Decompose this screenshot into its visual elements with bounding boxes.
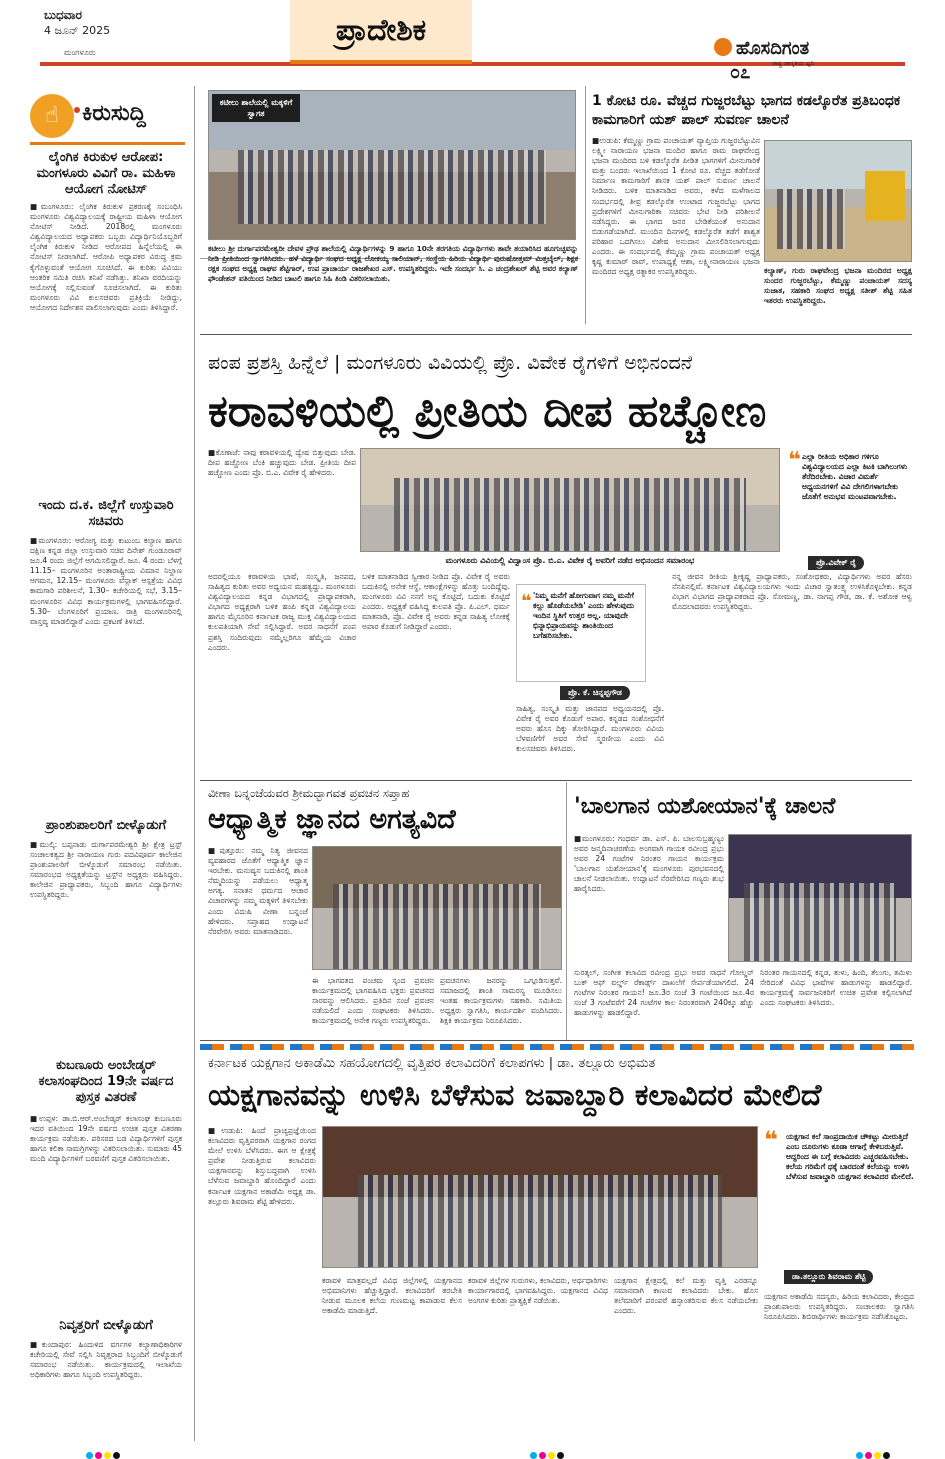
yakshagana-col-4: ಯಕ್ಷಗಾನ ಕ್ಷೇತ್ರದಲ್ಲಿ ಕಲೆ ಮತ್ತು ವೃತ್ತಿ ಎರಡನ್ನೂ ಸಮಾನವಾಗಿ ಕಾಣುವ ಕಲಾವಿದರು ಬೇಕು. ಹೊಸ ತಲೆಮಾರಿಗೆ ಪರಂಪರೆ ಹಸ್ತಾಂತರಿಸುವ ಕೆಲಸ ನಡೆಯಬೇಕು ಎಂದರು.	[614, 1276, 758, 1316]
section-title	[290, 0, 472, 64]
pullquote-text: ಯಕ್ಷಗಾನ ಕಲೆ ಸಾಂಪ್ರದಾಯಿಕ ಚೌಕಟ್ಟು ಮೀರುತ್ತಿದೆ ಎಂಬ ದೂರುಗಳು ಕೂಡಾ ಆಗಾಗ್ಗೆ ಕೇಳಿಬರುತ್ತಿವೆ. ಆದ್ದರಿಂದ ಈ ಬಗ್ಗೆ ಕಲಾವಿದರು ಎಚ್ಚರವಹಿಸಬೇಕು. ಕಲೆಯ ಗರಿಮೆಗೆ ಧಕ್ಕೆ ಬಾರದಂತೆ ಕಲೆಯನ್ನು ಉಳಿಸಿ ಬೆಳೆಸುವ ಜವಾಬ್ದಾರಿ ಯಕ್ಷಗಾನ ಕಲಾವಿದರ ಮೇಲಿದೆ.	[786, 1132, 914, 1181]
registration-marks	[856, 1444, 892, 1452]
balagana-col-3: ನಿರಂತರ ಗಾಯನದಲ್ಲಿ ಕನ್ನಡ, ತುಳು, ಹಿಂದಿ, ತೆಲುಗು, ತಮಿಳು ಸೇರಿದಂತೆ ವಿವಿಧ ಭಾಷೆಗಳ ಹಾಡುಗಳನ್ನು ಹಾಡಲಿದ್ದಾರೆ. ಕಾರ್ಯಕ್ರಮಕ್ಕೆ ಸಾರ್ವಜನಿಕರಿಗೆ ಉಚಿತ ಪ್ರವೇಶ ಕಲ್ಪಿಸಲಾಗಿದೆ ಎಂದು ಸಂಘಟಕರು ತಿಳಿಸಿದರು.	[760, 968, 912, 1008]
viveka-col-3: ಸಾಹಿತ್ಯ, ಸಂಸ್ಕೃತಿ ಮತ್ತು ಜಾನಪದ ಅಧ್ಯಯನದಲ್ಲಿ ಪ್ರೊ. ವಿವೇಕ ರೈ ಅವರ ಕೊಡುಗೆ ಅಪಾರ. ಕನ್ನಡದ ಸಂಶೋಧನೆಗೆ ಅವರು ಹೊಸ ದಿಕ್ಕು ತೋರಿಸಿದ್ದಾರೆ. ಮಂಗಳೂರು ವಿವಿಯ ಬೆಳವಣಿಗೆಗೆ ಅವರ ಸೇವೆ ಸ್ಮರಣೀಯ ಎಂದು ವಿವಿ ಕುಲಸಚಿವರು ತಿಳಿಸಿದರು.	[516, 704, 664, 754]
brief-body: ■ಮಂಗಳೂರು: ಲೈಂಗಿಕ ಕಿರುಕುಳ ಪ್ರಕರಣಕ್ಕೆ ಸಂಬಂಧಿಸಿ ಮಂಗಳೂರು ವಿಶ್ವವಿದ್ಯಾಲಯಕ್ಕೆ ರಾಷ್ಟ್ರೀಯ ಮಹಿಳಾ ಆಯೋಗ ನೋಟಿಸ್ ನೀಡಿದೆ. 2018ರಲ್ಲಿ ಮಂಗಳೂರು ವಿಶ್ವವಿದ್ಯಾಲಯದ ಅಧ್ಯಾಪಕರು ಒಬ್ಬರು ವಿದ್ಯಾರ್ಥಿನಿಯೊಬ್ಬರಿಗೆ ಲೈಂಗಿಕ ಕಿರುಕುಳ ನೀಡಿದ ಆರೋಪದ ಹಿನ್ನೆಲೆಯಲ್ಲಿ ಈ ನೋಟಿಸ್ ನೀಡಲಾಗಿದೆ. ಆರೋಪಿ ಅಧ್ಯಾಪಕರ ವಿರುದ್ಧ ಕ್ರಮ ಕೈಗೊಳ್ಳುವಂತೆ ಆಯೋಗ ಸೂಚಿಸಿದೆ. ಈ ಕುರಿತು ವಿವಿಯು ಆಂತರಿಕ ಸಮಿತಿ ರಚಿಸಿ ತನಿಖೆ ನಡೆಸಿತ್ತು. ತನಿಖಾ ವರದಿಯನ್ನು ಆಯೋಗಕ್ಕೆ ಸಲ್ಲಿಸುವಂತೆ ಸೂಚಿಸಲಾಗಿದೆ. ಈ ಕುರಿತು ಮಂಗಳೂರು ವಿವಿ ಕುಲಸಚಿವರು ಪ್ರತಿಕ್ರಿಯೆ ನೀಡಿದ್ದು, ಆಯೋಗದ ನಿರ್ದೇಶನ ಪಾಲಿಸಲಾಗುವುದು ಎಂದು ತಿಳಿಸಿದ್ದಾರೆ.	[30, 202, 182, 312]
photo-caption: ಕಟೀಲು ಶ್ರೀ ದುರ್ಗಾಪರಮೇಶ್ವರೀ ದೇವಳ ಪ್ರೌಢ ಶಾಲೆಯಲ್ಲಿ ವಿದ್ಯಾರ್ಥಿಗಳನ್ನು 9 ಹಾಗೂ 10ನೇ ತರಗತಿಯ ವಿದ್ಯಾರ್ಥಿಗಳು ತಾವೇ ತಯಾರಿಸಿದ ಹೂಗುಚ್ಛವನ್ನು ನೀಡಿ ಪ್ರೀತಿಯಿಂದ ಸ್ವಾಗತಿಸಿದರು. ಹಳೆ ವಿದ್ಯಾರ್ಥಿ ಸಂಘದ ಅಧ್ಯಕ್ಷ ಲೋಕಯ್ಯ ಸಾಲಿಯಾನ್, ಸಂಸ್ಥೆಯ ಹಿರಿಯ ವಿದ್ಯಾರ್ಥಿ ಪುರುಷೋತ್ತಮ್ ಮಿತ್ತಬೈಲ್, ಶಿಕ್ಷಕ ರಕ್ಷಕ ಸಂಘದ ಅಧ್ಯಕ್ಷ ರಾಘವ ಶೆಟ್ಟಿಗಾರ್, ಉಪ ಪ್ರಾಚಾರ್ಯ ರಾಜಶೇಖರ ಎಸ್. ಉಪಸ್ಥಿತರಿದ್ದರು. ಇದೇ ಸಂದರ್ಭ ಸಿ. ಎ ಚಂದ್ರಶೇಖರ್ ಶೆಟ್ಟಿ ಅವರ ಕಲ್ಯಾಣ್ ಫೌಂಡೇಶನ್ ವತಿಯಿಂದ ನೀಡಿದ ಬಾಟಲಿ ಹಾಗೂ ಸಿಹಿ ತಿಂಡಿ ವಿತರಿಸಲಾಯಿತು.	[208, 244, 578, 284]
gujjar-body: ■ಉಡುಪಿ: ಕೆಮ್ಮಣ್ಣು ಗ್ರಾಮ ಪಂಚಾಯತ್ ವ್ಯಾಪ್ತಿಯ ಗುಜ್ಜರಬೆಟ್ಟುವಿನ ಲಕ್ಷ್ಮೀ ನಾರಾಯಣ ಭಜನಾ ಮಂದಿರ ಹಾಗೂ ರಾಮ ರಾಘವೇಂದ್ರ ಭಜನಾ ಮಂದಿರದ ಬಳಿ ಕಡಲ್ಕೊರೆತ ಪೀಡಿತ ಭಾಗಗಳಿಗೆ ಮೀನುಗಾರಿಕೆ ಮತ್ತು ಬಂದರು ಇಲಾಖೆಯಿಂದ 1 ಕೋಟಿ ರೂ. ವೆಚ್ಚದ ತಡೆಗೋಡೆ ನಿರ್ಮಾಣ ಕಾಮಗಾರಿಗೆ ಶಾಸಕ ಯಶ್ ಪಾಲ್ ಸುವರ್ಣ ಚಾಲನೆ ನೀಡಿದರು. ಬಳಿಕ ಮಾತನಾಡಿದ ಅವರು, ಕಳೆದ ಮಳೆಗಾಲದ ಸಂದರ್ಭದಲ್ಲಿ ತೀವ್ರ ಕಡಲ್ಕೊರೆತ ಉಂಟಾದ ಗುಜ್ಜರಬೆಟ್ಟು ಭಾಗದ ಪ್ರದೇಶಗಳಿಗೆ ಮೀನುಗಾರಿಕಾ ಸಚಿವರು ಭೇಟಿ ನೀಡಿ ಪರಿಶೀಲನೆ ನಡೆಸಿದ್ದರು. ಈ ಭಾಗದ ಜನರ ಬೇಡಿಕೆಯಂತೆ ಅನುದಾನ ಬಿಡುಗಡೆಯಾಗಿದೆ. ಮುಂದಿನ ದಿನಗಳಲ್ಲಿ ಕಡಲ್ಕೊರೆತ ತಡೆಗೆ ಶಾಶ್ವತ ಪರಿಹಾರ ಒದಗಿಸಲು ವಿಶೇಷ ಅನುದಾನ ಮೀಸಲಿರಿಸಲಾಗುವುದು ಎಂದರು. ಈ ಸಂದರ್ಭದಲ್ಲಿ ಕೆಮ್ಮಣ್ಣು ಗ್ರಾಮ ಪಂಚಾಯತ್ ಅಧ್ಯಕ್ಷ ಕೃಷ್ಣ ಕುಮಾರ್ ರಾವ್, ಉಪಾಧ್ಯಕ್ಷೆ ಆಶಾ, ಲಕ್ಷ್ಮೀನಾರಾಯಣ ಭಜನಾ ಮಂದಿರದ ಅಧ್ಯಕ್ಷ ರತ್ನಾಕರ ಉಪಸ್ಥಿತರಿದ್ದರು.	[592, 136, 760, 277]
gujjar-headline: 1 ಕೋಟಿ ರೂ. ವೆಚ್ಚದ ಗುಜ್ಜರಬೆಟ್ಟು ಭಾಗದ ಕಡಲ್ಕೊರೆತ ಪ್ರತಿಬಂಧಕ ಕಾಮಗಾರಿಗೆ ಯಶ್ ಪಾಲ್ ಸುವರ್ಣ ಚಾಲನೆ	[592, 93, 901, 128]
viveka-headline: ಕರಾವಳಿಯಲ್ಲಿ ಪ್ರೀತಿಯ ದೀಪ ಹಚ್ಚೋಣ	[208, 386, 767, 437]
brief-headline: ಇಂದು ದ.ಕ. ಜಿಲ್ಲೆಗೆ ಉಸ್ತುವಾರಿ ಸಚಿವರು	[38, 498, 174, 529]
pullquote-yakshagana	[764, 1126, 914, 1266]
lamp-lighting-photo	[312, 846, 562, 970]
page-number: ೦೭	[730, 62, 751, 83]
vina-kicker: ವೀಣಾ ಬನ್ನಂಜೆಯವರ ಶ್ರೀಮದ್ಭಾಗವತ ಪ್ರವಚನ ಸಪ್ತಾಹ	[208, 786, 410, 800]
decor-strip	[200, 1044, 914, 1050]
brief-body: ■ಮಂಗಳೂರು: ಆರೋಗ್ಯ ಮತ್ತು ಕುಟುಂಬ ಕಲ್ಯಾಣ ಹಾಗೂ ದಕ್ಷಿಣ ಕನ್ನಡ ಜಿಲ್ಲಾ ಉಸ್ತುವಾರಿ ಸಚಿವ ದಿನೇಶ್ ಗುಂಡೂರಾವ್ ಜೂ.4 ರಂದು ಜಿಲ್ಲೆಗೆ ಆಗಮಿಸಲಿದ್ದಾರೆ. ಜೂ. 4 ರಂದು ಬೆಳಗ್ಗೆ 11.15– ಮಂಗಳೂರಿನ ಅಂತಾರಾಷ್ಟ್ರೀಯ ವಿಮಾನ ನಿಲ್ದಾಣ ಆಗಮನ, 12.15– ಮಂಗಳೂರು ವೆನ್ಲಾಕ್ ಆಸ್ಪತ್ರೆಯ ವಿವಿಧ ಕಾಮಗಾರಿ ಪರಿಶೀಲನೆ, 1.30– ಕಚೇರಿಯಲ್ಲಿ ಸಭೆ, 3.15– ಮಂಗಳೂರಿನ ವಿವಿಧ ಕಾರ್ಯಕ್ರಮಗಳಲ್ಲಿ ಭಾಗವಹಿಸಲಿದ್ದಾರೆ. 5.30– ಬೆಂಗಳೂರಿಗೆ ಪ್ರಯಾಣ. ರಾತ್ರಿ ಮಂಗಳೂರಿನಲ್ಲಿ ವಾಸ್ತವ್ಯ ಮಾಡಲಿದ್ದಾರೆ ಎಂದು ಪ್ರಕಟಣೆ ತಿಳಿಸಿದೆ.	[30, 536, 182, 626]
brief-headline: ಲೈಂಗಿಕ ಕಿರುಕುಳ ಆರೋಪ: ಮಂಗಳೂರು ವಿವಿಗೆ ರಾ. ಮಹಿಳಾ ಆಯೋಗ ನೋಟಿಸ್	[36, 150, 176, 197]
paper-tagline: ರಾಷ್ಟ್ರ ಜಾಗೃತಿಯ ಧ್ವನಿ	[772, 60, 815, 67]
column-divider	[566, 782, 567, 1040]
brief-headline: ಕುಬಣೂರು ಅಂಬೇಡ್ಕರ್ ಕಲಾಸಂಘದಿಂದ 19ನೇ ವರ್ಷದ ಪುಸ್ತಕ ವಿತರಣೆ	[38, 1058, 174, 1105]
registration-marks	[86, 1444, 122, 1452]
gujjar-caption: ಕಲ್ಯಾಣ್, ಗುರು ರಾಘವೇಂದ್ರ ಭಜನಾ ಮಂದಿರದ ಅಧ್ಯಕ್ಷ ಸುಂದರ ಗುಜ್ಜರಬೆಟ್ಟು, ಕೆಮ್ಮಣ್ಣು ಪಂಚಾಯತ್ ಸದಸ್ಯ ಸುಜಾತ, ಸಹಕಾರಿ ಸಂಘದ ಅಧ್ಯಕ್ಷ ಸತೀಶ್ ಶೆಟ್ಟಿ ಸಹಿತ ಇತರರು ಉಪಸ್ಥಿತರಿದ್ದರು.	[764, 266, 912, 306]
row-divider	[200, 334, 912, 335]
kirusuddi-rule	[30, 142, 185, 145]
row-divider	[200, 780, 912, 781]
pullquote-author: ಪ್ರೊ.ವಿವೇಕ್ ರೈ	[808, 556, 864, 570]
pullquote-author: ಡಾ.ತಲ್ಲೂರು ಶಿವರಾಮ ಶೆಟ್ಟಿ	[784, 1270, 873, 1284]
vina-col-2: ಈ ಭಾಗವತದ ಪಂಚಮ ಸ್ಕಂದ ಪ್ರವಚನ ಕಾರ್ಯಕ್ರಮದಲ್ಲಿ ಭಾಗವಹಿಸಿದ ಭಕ್ತರು ಪ್ರವಚನದ ಸಾರವನ್ನು ಆಲಿಸಿದರು. ಪ್ರತಿದಿನ ಸಂಜೆ ಪ್ರವಚನ ನಡೆಯಲಿದೆ ಎಂದು ಸಂಘಟಕರು ತಿಳಿಸಿದರು. ಕಾರ್ಯಕ್ರಮದಲ್ಲಿ ಅನೇಕ ಗಣ್ಯರು ಉಪಸ್ಥಿತರಿದ್ದರು.	[312, 976, 434, 1026]
yakshagana-col-5: ಯಕ್ಷಗಾನ ಅಕಾಡೆಮಿ ಸದಸ್ಯರು, ಹಿರಿಯ ಕಲಾವಿದರು, ಕೇಂದ್ರದ ಪ್ರಾಂಶುಪಾಲರು ಉಪಸ್ಥಿತರಿದ್ದರು. ಸಂಚಾಲಕರು ಸ್ವಾಗತಿಸಿ ನಿರೂಪಿಸಿದರು. ಶಿಬಿರಾರ್ಥಿಗಳು ಕಾರ್ಯಕ್ರಮ ನಡೆಸಿಕೊಟ್ಟರು.	[764, 1292, 914, 1322]
pullquote-mid-author: ಪ್ರೊ. ಕೆ. ಚಿನ್ನಪ್ಪಗೌಡ	[560, 686, 630, 700]
quote-icon: ❝	[788, 448, 801, 473]
yakshagana-event-photo	[322, 1126, 758, 1268]
row-divider	[200, 1040, 912, 1041]
brief-body: ■ಉಪ್ಪಳ: ಡಾ.ಬಿ.ಆರ್.ಅಂಬೇಡ್ಕರ್ ಕಲಾಸಂಘ ಕುಬಣೂರು ಇದರ ವತಿಯಿಂದ 19ನೇ ವರ್ಷದ ಉಚಿತ ಪುಸ್ತಕ ವಿತರಣಾ ಕಾರ್ಯಕ್ರಮ ನಡೆಯಿತು. ಪರಿಸರದ ಬಡ ವಿದ್ಯಾರ್ಥಿಗಳಿಗೆ ಪುಸ್ತಕ ಹಾಗೂ ಕಲಿಕಾ ಸಾಮಗ್ರಿಗಳನ್ನು ವಿತರಿಸಲಾಯಿತು. ಸುಮಾರು 45 ಮಂದಿ ವಿದ್ಯಾರ್ಥಿಗಳಿಗೆ ಬರವಣಿಗೆ ಪುಸ್ತಕ ವಿತರಿಸಲಾಯಿತು.	[30, 1114, 182, 1164]
paper-name: ಹೊಸದಿಗಂತ	[736, 38, 810, 59]
singing-record-photo	[728, 834, 912, 962]
kirusuddi-label: ಕಿರುಸುದ್ದಿ	[82, 101, 146, 126]
balagana-col-2: ಸುರತ್ಕಲ್, ಸಂಗೀತ ಕಲಾವಿದ ರವೀಂದ್ರ ಪ್ರಭು ಅವರ ಸಾಧನೆ ಗೋಲ್ಡನ್ ಬುಕ್ ಆಫ್ ವರ್ಲ್ಡ್ ರೆಕಾರ್ಡ್ಸ್ ದಾಖಲೆಗೆ ಸೇರ್ಪಡೆಯಾಗಲಿದೆ. 24 ಗಂಟೆಗಳ ನಿರಂತರ ಗಾಯನ! ಜೂ.3ರ ಸಂಜೆ 3 ಗಂಟೆಯಿಂದ ಜೂ.4ರ ಸಂಜೆ 3 ಗಂಟೆವರೆಗೆ 24 ಗಂಟೆಗಳ ಕಾಲ ನಿರಂತರವಾಗಿ 240ಕ್ಕೂ ಹೆಚ್ಚು ಹಾಡುಗಳನ್ನು ಹಾಡಲಿದ್ದಾರೆ.	[574, 968, 754, 1018]
yakshagana-kicker: ಕರ್ನಾಟಕ ಯಕ್ಷಗಾನ ಅಕಾಡೆಮಿ ಸಹಯೋಗದಲ್ಲಿ ವೃತ್ತಿಪರ ಕಲಾವಿದರಿಗೆ ಕಲಾಪಗಳು | ಡಾ. ತಲ್ಲೂರು ಅಭಿಮತ	[208, 1056, 656, 1071]
brief-body: ■ಮುಲ್ಕಿ: ಬಪ್ಪನಾಡು ದುರ್ಗಾಪರಮೇಶ್ವರಿ ಶ್ರೀ ಕ್ಷೇತ್ರ ಟ್ರಸ್ಟ್ ಸಂಚಾಲಕತ್ವದ ಶ್ರೀ ನಾರಾಯಣ ಗುರು ಪದವಿಪೂರ್ವ ಕಾಲೇಜಿನ ಪ್ರಾಂಶುಪಾಲರಿಗೆ ಬೀಳ್ಕೊಡುಗೆ ಸಮಾರಂಭ ನಡೆಯಿತು. ಸಮಾರಂಭದ ಅಧ್ಯಕ್ಷತೆಯನ್ನು ಟ್ರಸ್ಟ್‌ನ ಅಧ್ಯಕ್ಷರು ವಹಿಸಿದ್ದರು. ಕಾಲೇಜಿನ ಪ್ರಾಧ್ಯಾಪಕರು, ಸಿಬ್ಬಂದಿ ಹಾಗೂ ವಿದ್ಯಾರ್ಥಿಗಳು ಉಪಸ್ಥಿತರಿದ್ದರು.	[30, 840, 182, 900]
viveka-col-1: ಅದರಲ್ಲಿಯೂ ಕರಾವಳಿಯ ಭಾಷೆ, ಸಂಸ್ಕೃತಿ, ಜನಪದ, ಸಾಹಿತ್ಯದ ಕುರಿತು ಅವರ ಅಧ್ಯಯನ ಮಹತ್ವದ್ದು. ಮಂಗಳೂರು ವಿಶ್ವವಿದ್ಯಾಲಯದ ಕನ್ನಡ ವಿಭಾಗದಲ್ಲಿ ಪ್ರಾಧ್ಯಾಪಕರಾಗಿ, ವಿಭಾಗದ ಅಧ್ಯಕ್ಷರಾಗಿ ಬಳಿಕ ಹಂಪಿ ಕನ್ನಡ ವಿಶ್ವವಿದ್ಯಾಲಯ ಹಾಗೂ ಮೈಸೂರಿನ ಕರ್ನಾಟಕ ರಾಜ್ಯ ಮುಕ್ತ ವಿಶ್ವವಿದ್ಯಾಲಯದ ಕುಲಪತಿಯಾಗಿ ಸೇವೆ ಸಲ್ಲಿಸಿದ್ದಾರೆ. ಅವರ ಸಾಧನೆಗೆ ಪಂಪ ಪ್ರಶಸ್ತಿ ಸಂದಿರುವುದು ನಮ್ಮೆಲ್ಲರಿಗೂ ಹೆಮ್ಮೆಯ ವಿಚಾರ ಎಂದರು.	[208, 572, 356, 652]
yakshagana-col-2: ಕರಾವಳಿ ಮಾತ್ರವಲ್ಲದೆ ವಿವಿಧ ಜಿಲ್ಲೆಗಳಲ್ಲಿ ಯಕ್ಷಗಾನದ ಅಭಿಮಾನಿಗಳು ಹೆಚ್ಚುತ್ತಿದ್ದಾರೆ. ಕಲಾವಿದರಿಗೆ ತರಬೇತಿ ನೀಡುವ ಮೂಲಕ ಕಲೆಯ ಗುಣಮಟ್ಟ ಕಾಪಾಡುವ ಕೆಲಸ ಅಕಾಡೆಮಿ ಮಾಡುತ್ತಿದೆ.	[322, 1276, 462, 1316]
vina-headline: ಆಧ್ಯಾತ್ಮಿಕ ಜ್ಞಾನದ ಅಗತ್ಯವಿದೆ	[208, 804, 456, 835]
quote-icon: ❝	[764, 1126, 779, 1154]
vina-col-3: ಪ್ರವಚನಗಳು ಜನರನ್ನು ಒಗ್ಗೂಡಿಸುತ್ತವೆ. ಸಮಾಜದಲ್ಲಿ ಶಾಂತಿ ಸಾಮರಸ್ಯ ಮೂಡಿಸಲು ಇಂತಹ ಕಾರ್ಯಕ್ರಮಗಳು ಸಹಕಾರಿ. ಸಮಿತಿಯ ಅಧ್ಯಕ್ಷರು ಸ್ವಾಗತಿಸಿ, ಕಾರ್ಯದರ್ಶಿ ವಂದಿಸಿದರು. ಶಿಕ್ಷಕಿ ಕಾರ್ಯಕ್ರಮ ನಿರೂಪಿಸಿದರು.	[440, 976, 562, 1026]
viveka-intro: ■ಕೊಣಾಜೆ: ನಾವು ಕರಾವಳಿಯಲ್ಲಿ ದ್ವೇಷ ಬಿತ್ತುವುದು ಬೇಡ. ದೀಪ ಹಚ್ಚೋಣ ಬೆಂಕಿ ಹಚ್ಚುವುದು ಬೇಡ. ಪ್ರೀತಿಯ ದೀಪ ಹಚ್ಚೋಣ ಎಂದು ಪ್ರೊ. ಬಿ.ಎ. ವಿವೇಕ ರೈ ಹೇಳಿದರು.	[208, 448, 356, 478]
brief-headline: ಪ್ರಾಂಶುಪಾಲರಿಗೆ ಬೀಳ್ಕೊಡುಗೆ	[45, 818, 167, 833]
issue-day: ಬುಧವಾರ	[44, 8, 82, 22]
yakshagana-col-1: ■ಉಡುಪಿ: ಹಿಂದೆ ಪ್ರಾಚ್ಯಪ್ರಜ್ಞೆಯಿಂದ ಕಲಾವಿದರು ವೃತ್ತಿಪರರಾಗಿ ಯಕ್ಷಗಾನ ರಂಗದ ಮೇಲೆ ಉಳಿಸಿ ಬೆಳೆಸಿದರು. ಈಗ ಆ ಕ್ಷೇತ್ರಕ್ಕೆ ಪ್ರವೇಶ ನೀಡುತ್ತಿರುವ ಕಲಾವಿದರು ಯಕ್ಷಗಾನವನ್ನು ಶಿಸ್ತುಬದ್ಧವಾಗಿ ಉಳಿಸಿ ಬೆಳೆಸುವ ಜವಾಬ್ದಾರಿ ಹೊಂದಿದ್ದಾರೆ ಎಂದು ಕರ್ನಾಟಕ ಯಕ್ಷಗಾನ ಅಕಾಡೆಮಿ ಅಧ್ಯಕ್ಷ ಡಾ. ತಲ್ಲೂರು ಶಿವರಾಮ ಶೆಟ್ಟಿ ಹೇಳಿದರು.	[208, 1126, 316, 1206]
pullquote-mid	[516, 584, 646, 682]
photo-tag: ಕಟೀಲು ಶಾಲೆಯಲ್ಲಿ ಮಕ್ಕಳಿಗೆ ಸ್ವಾಗತ	[212, 94, 300, 122]
viveka-col-2: ಬಳಿಕ ಮಾತನಾಡಿದ ಸ್ವೀಕಾರ ನೀಡಿದ ಪ್ರೊ. ವಿವೇಕ ರೈ ಅವರು ಬದುಕಿನಲ್ಲಿ ಅನೇಕ ಆಸ್ಥೆ, ಆಕಾಂಕ್ಷೆಗಳನ್ನು ಹೊತ್ತು ಬಂದಿದ್ದೆವು. ಮಂಗಳೂರು ವಿವಿ ನನಗೆ ಅನ್ನ ಕೊಟ್ಟಿದೆ, ಬದುಕು ಕೊಟ್ಟಿದೆ ಎಂದರು. ಅಧ್ಯಕ್ಷತೆ ವಹಿಸಿದ್ದ ಕುಲಪತಿ ಪ್ರೊ. ಪಿ.ಎಲ್. ಧರ್ಮ ಮಾತನಾಡಿ, ಪ್ರೊ. ವಿವೇಕ ರೈ ಅವರು ಕನ್ನಡ ಸಾಹಿತ್ಯ ಲೋಕಕ್ಕೆ ಅಪಾರ ಕೊಡುಗೆ ನೀಡಿದ್ದಾರೆ ಎಂದರು.	[362, 572, 510, 632]
pullquote-text: ಎಲ್ಲಾ ರೀತಿಯ ಅಧಿಕಾರ ಗಳಿಗೂ ವಿಶ್ವವಿದ್ಯಾಲಯದ ಎಲ್ಲಾ ಕಿಟಕಿ ಬಾಗಿಲುಗಳು ತೆರೆದಿರಬೇಕು. ವಿಚಾರ ವಿಮರ್ಶೆ ಅಧ್ಯಯನಗಳಿಗೆ ವಿವಿ ದೇಗಲಿಗಳಾಗಬೇಕು ಜೊತೆಗೆ ಅನುಭವ ಮಂಟಪವಾಗಬೇಕು.	[802, 452, 908, 501]
balagana-col-1: ■ಮಂಗಳೂರು: ಗಂಧರ್ವ ಡಾ. ಎಸ್. ಪಿ. ಬಾಲಸುಬ್ರಹ್ಮಣ್ಯಂ ಅವರ ಜನ್ಮದಿನಾಚರಣೆಯ ಅಂಗವಾಗಿ ಗಾಯಕ ರವೀಂದ್ರ ಪ್ರಭು ಅವರ 24 ಗಂಟೆಗಳ ನಿರಂತರ ಗಾಯನ ಕಾರ್ಯಕ್ರಮ 'ಬಾಲಗಾನ ಯಶೋಯಾನ'ಕ್ಕೆ ಮಂಗಳೂರು ಪುರಭವನದಲ್ಲಿ ಚಾಲನೆ ನೀಡಲಾಯಿತು. ಉದ್ಘಾಟನೆ ನೆರವೇರಿಸಿದ ಗಣ್ಯರು ಶುಭ ಹಾರೈಸಿದರು.	[574, 834, 724, 894]
column-divider	[585, 86, 586, 324]
vina-col-1: ■ಪುತ್ತೂರು: ನಮ್ಮ ನಿತ್ಯ ಜೀವನದ ವ್ಯವಹಾರದ ಜೊತೆಗೆ ಆಧ್ಯಾತ್ಮಿಕ ಜ್ಞಾನ ಇರಬೇಕು. ಮನುಷ್ಯನ ಬದುಕಿನಲ್ಲಿ ಶಾಂತಿ ನೆಮ್ಮದಿಯನ್ನು ಪಡೆಯಲು ಆಧ್ಯಾತ್ಮ ಅಗತ್ಯ. ಸನಾತನ ಧರ್ಮದ ಆಚಾರ ವಿಚಾರಗಳನ್ನು ನಮ್ಮ ಮಕ್ಕಳಿಗೆ ತಿಳಿಸಬೇಕು ಎಂದು ವಿದುಷಿ ವೀಣಾ ಬನ್ನಂಜೆ ಹೇಳಿದರು. ಸಪ್ತಾಹದ ಉದ್ಘಾಟನೆ ನೆರವೇರಿಸಿ ಅವರು ಮಾತನಾಡಿದರು.	[208, 846, 308, 936]
quote-icon: ❝	[521, 591, 532, 612]
brief-headline: ನಿವೃತ್ತರಿಗೆ ಬೀಳ್ಕೊಡುಗೆ	[59, 1318, 153, 1333]
balagana-headline: 'ಬಾಲಗಾನ ಯಶೋಯಾನ'ಕ್ಕೆ ಚಾಲನೆ	[574, 794, 836, 819]
registration-marks	[530, 1444, 566, 1452]
viveka-col-4: ನನ್ನ ಜೀವನ ರೀತಿಯ ಶ್ರೀಕೃಷ್ಣ ಪ್ರಾಧ್ಯಾಪಕರು, ಸಂಶೋಧಕರು, ವಿದ್ಯಾರ್ಥಿಗಳು ಅವರ ಹೆಸರು ನೆನಪಿನಲ್ಲಿವೆ. ಕರ್ನಾಟಕ ವಿಶ್ವವಿದ್ಯಾಲಯಗಳು ಇಂದು ವಿಚಾರ ಸ್ವಾತಂತ್ರ್ಯ ಉಳಿಸಿಕೊಳ್ಳಬೇಕು. ಕನ್ನಡ ವಿಭಾಗ ವಿಭಾಗದ ಪ್ರಾಧ್ಯಾಪಕರಾದ ಪ್ರೊ. ಸೋಮಣ್ಣ, ಡಾ. ನಾಗಪ್ಪ ಗೌಡ, ಡಾ. ಕೆ. ಅಶೋಕ ಆಳ್ವ ಮೊದಲಾದವರು ಉಪಸ್ಥಿತರಿದ್ದರು.	[672, 572, 912, 612]
yakshagana-headline: ಯಕ್ಷಗಾನವನ್ನು ಉಳಿಸಿ ಬೆಳೆಸುವ ಜವಾಬ್ದಾರಿ ಕಲಾವಿದರ ಮೇಲಿದೆ	[208, 1078, 822, 1113]
yakshagana-col-3: ಕರಾವಳಿ ಜಿಲ್ಲೆಗಳ ಗುರುಗಳು, ಕಲಾವಿದರು, ಅರ್ಥಧಾರಿಗಳು ಕಾರ್ಯಾಗಾರದಲ್ಲಿ ಭಾಗವಹಿಸಿದ್ದರು. ಯಕ್ಷಗಾನದ ವಿವಿಧ ಅಂಗಗಳ ಕುರಿತು ಪ್ರಾತ್ಯಕ್ಷಿಕೆ ನಡೆಯಿತು.	[468, 1276, 608, 1306]
pullquote-right	[788, 448, 912, 552]
section-title-text: ಪ್ರಾದೇಶಿಕ	[335, 13, 427, 48]
felicitation-photo	[360, 448, 780, 552]
seawall-work-photo	[764, 140, 912, 262]
issue-date: 4 ಜೂನ್ 2025	[44, 24, 111, 37]
edition-city: ಮಂಗಳೂರು	[64, 48, 96, 57]
column-divider	[194, 86, 195, 1441]
pullquote-mid-text: 'ನಿಮ್ಮ ಮನೆಗೆ ಹೋಗುವಾಗ ನಮ್ಮ ಮನೆಗೆ ಕಲ್ಲು ಹೊಡೆಯಬೇಡಿ' ಎಂದು ಹೇಳುವುದು ಇಂದಿನ ಸ್ಥಿತಿಗೆ ಉತ್ತರ ಅಲ್ಲ. ಯಾವುದೇ ಭಿನ್ನಾಭಿಪ್ರಾಯವನ್ನು ಶಾಂತಿಯಿಂದ ಬಗೆಹರಿಸಬೇಕು.	[533, 591, 635, 640]
lamp-icon	[714, 38, 732, 56]
felicitation-caption: ಮಂಗಳೂರು ವಿವಿಯಲ್ಲಿ ವಿದ್ವಾಂಸ ಪ್ರೊ. ಬಿ.ಎ. ವಿವೇಕ ರೈ ಅವರಿಗೆ ನಡೆದ ಅಭಿನಂದನ ಸಮಾರಂಭ	[445, 556, 695, 565]
brief-body: ■ಕುಂದಾಪುರ: ಹಿಂದುಳಿದ ವರ್ಗಗಳ ಕಲ್ಯಾಣಾಧಿಕಾರಿಗಳ ಕಚೇರಿಯಲ್ಲಿ ಸೇವೆ ಸಲ್ಲಿಸಿ ನಿವೃತ್ತರಾದ ಸಿಬ್ಬಂದಿಗೆ ಬೀಳ್ಕೊಡುಗೆ ಸಮಾರಂಭ ನಡೆಯಿತು. ಕಾರ್ಯಕ್ರಮದಲ್ಲಿ ಇಲಾಖೆಯ ಅಧಿಕಾರಿಗಳು ಹಾಗೂ ಸಿಬ್ಬಂದಿ ಉಪಸ್ಥಿತರಿದ್ದರು.	[30, 1340, 182, 1380]
pointing-hand-icon: ☝	[30, 94, 74, 138]
dot-icon	[74, 107, 80, 113]
viveka-kicker: ಪಂಪ ಪ್ರಶಸ್ತಿ ಹಿನ್ನೆಲೆ | ಮಂಗಳೂರು ವಿವಿಯಲ್ಲಿ ಪ್ರೊ. ವಿವೇಕ ರೈಗಳಿಗೆ ಅಭಿನಂದನೆ	[208, 352, 693, 374]
